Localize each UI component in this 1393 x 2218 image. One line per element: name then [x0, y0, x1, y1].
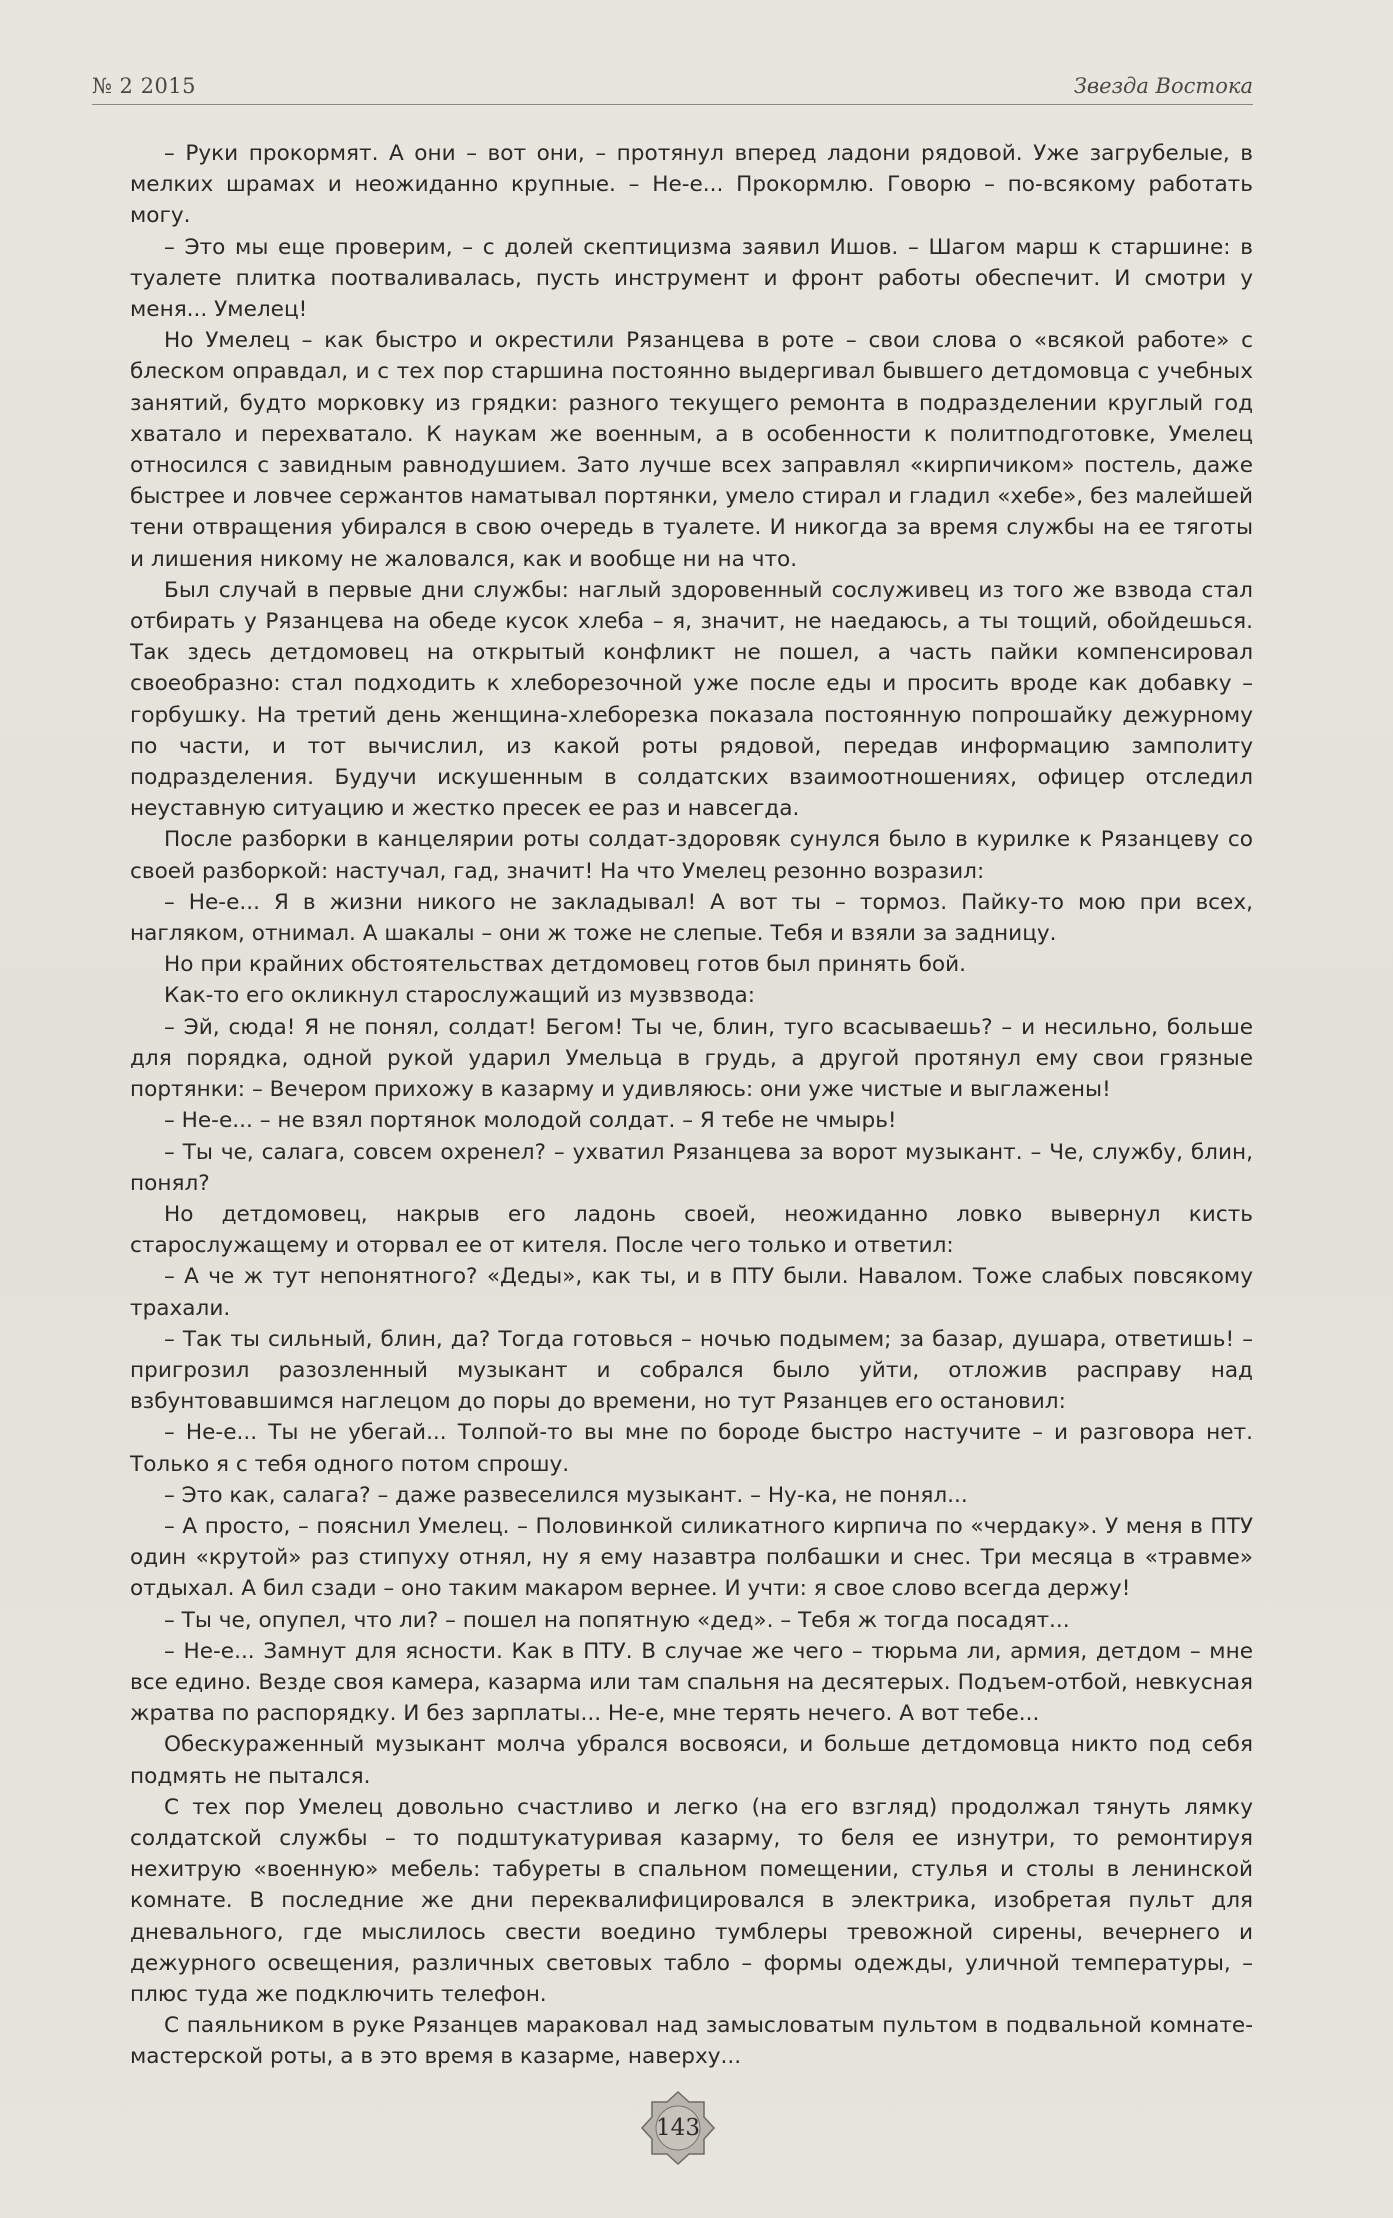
paragraph: – Не-е... Замнут для ясности. Как в ПТУ. В случае же чего – тюрьма ли, армия, детдом – мне все едино. Везде своя камера, казарма или там спальня на десятерых. Подъем-отбой, невкусная жратва по распорядку. И без зарплаты... Не-е, мне терять нечего. А вот тебе...	[130, 1638, 1253, 1727]
page-number: 143	[656, 2115, 700, 2141]
paragraph: – Не-е... Я в жизни никого не закладывал! А вот ты – тормоз. Пайку-то мою при всех, нагляком, отнимал. А шакалы – они ж тоже не слепые. Тебя и взяли за задницу.	[130, 889, 1253, 947]
running-header	[92, 74, 1253, 105]
paragraph: – Не-е... Ты не убегай... Толпой-то вы мне по бороде быстро настучите – и разговора нет. Только я с тебя одного потом спрошу.	[130, 1420, 1253, 1477]
paragraph: Был случай в первые дни службы: наглый здоровенный сослуживец из того же взвода стал отбирать у Рязанцева на обеде кусок хлеба – я, значит, не наедаюсь, а ты тощий, обойдешься. Так здесь детдомовец на открытый конфликт не пошел, а часть пайки компенсировал своеобразно: стал подходить к хлеборезочной уже после еды и просить вроде как добавку – горбушку. На третий день женщина-хлеборезка показала постоянную попрошайку дежурному по части, и тот вычислил, из какой роты рядовой, передав информацию замполиту подразделения. Будучи искушенным в солдатских взаимоотношениях, офицер отследил неуставную ситуацию и жестко пресек ее раз и навсегда.	[130, 577, 1253, 822]
paragraph: Но детдомовец, накрыв его ладонь своей, неожиданно ловко вывернул кисть старослужащему и оторвал ее от кителя. После чего только и ответил:	[130, 1201, 1253, 1259]
paragraph: – Ты че, салага, совсем охренел? – ухватил Рязанцева за ворот музыкант. – Че, службу, блин, понял?	[130, 1139, 1253, 1196]
paragraph: С тех пор Умелец довольно счастливо и легко (на его взгляд) продолжал тянуть лямку солдатской службы – то подштукатуривая казарму, то беля ее изнутри, то ремонтируя нехитрую «военную» мебель: табуреты в спальном помещении, стулья и столы в ленинской комнате. В последние же дни переквалифицировался в электрика, изобретая пульт для дневального, где мыслилось свести воедино тумблеры тревожной сирены, вечернего и дежурного освещения, различных световых табло – формы одежды, уличной температуры, – плюс туда же подключить телефон.	[130, 1794, 1253, 2007]
paragraph: С паяльником в руке Рязанцев мараковал над замысловатым пультом в подвальной комнате-мастерской роты, а в это время в казарме, наверху...	[130, 2013, 1253, 2070]
page-number-badge	[640, 2090, 716, 2166]
paragraph: – Ты че, опупел, что ли? – пошел на попятную «дед». – Тебя ж тогда посадят...	[164, 1607, 1070, 1633]
issue-number: № 2 2015	[92, 74, 197, 98]
paragraph: Как-то его окликнул старослужащий из музвзвода:	[164, 983, 755, 1009]
paragraph: – А че ж тут непонятного? «Деды», как ты, и в ПТУ были. Навалом. Тоже слабых повсякому трахали.	[130, 1264, 1253, 1321]
paragraph: После разборки в канцелярии роты солдат-здоровяк сунулся было в курилке к Рязанцеву со своей разборкой: настучал, гад, значит! На что Умелец резонно возразил:	[130, 827, 1253, 884]
paragraph: – Это как, салага? – даже развеселился музыкант. – Ну-ка, не понял...	[164, 1482, 968, 1508]
paragraph: – Руки прокормят. А они – вот они, – протянул вперед ладони рядовой. Уже загрубелые, в мелких шрамах и неожиданно крупные. – Не-е... Прокормлю. Говорю – по-всякому работать могу.	[130, 141, 1253, 229]
paragraph: – А просто, – пояснил Умелец. – Половинкой силикатного кирпича по «чердаку». У меня в ПТУ один «крутой» раз стипуху отнял, ну я ему назавтра полбашки и снес. Три месяца в «травме» отдыхал. А бил сзади – оно таким макаром вернее. И учти: я свое слово всегда держу!	[130, 1513, 1253, 1602]
paragraph: – Эй, сюда! Я не понял, солдат! Бегом! Ты че, блин, туго всасываешь? – и несильно, больше для порядка, одной рукой ударил Умельца в грудь, а другой протянул ему свои грязные портянки: – Вечером прихожу в казарму и удивляюсь: они уже чистые и выглажены!	[130, 1014, 1253, 1103]
paragraph: Но Умелец – как быстро и окрестили Рязанцева в роте – свои слова о «всякой работе» с блеском оправдал, и с тех пор старшина постоянно выдергивал бывшего детдомовца с учебных занятий, будто морковку из грядки: разного текущего ремонта в подразделении круглый год хватало и перехватало. К наукам же военным, а в особенности к политподготовке, Умелец относился с завидным равнодушием. Зато лучше всех заправлял «кирпичиком» постель, даже быстрее и ловчее сержантов наматывал портянки, умело стирал и гладил «хебе», без малейшей тени отвращения убирался в свою очередь в туалете. И никогда за время службы на ее тяготы и лишения никому не жаловался, как и вообще ни на что.	[130, 328, 1253, 572]
body-text	[130, 138, 1253, 2073]
paragraph: Но при крайних обстоятельствах детдомовец готов был принять бой.	[164, 952, 967, 978]
journal-title: Звезда Востока	[1073, 74, 1253, 98]
paragraph: – Это мы еще проверим, – с долей скептицизма заявил Ишов. – Шагом марш к старшине: в туалете плитка поотваливалась, пусть инструмент и фронт работы обеспечит. И смотри у меня... Умелец!	[130, 234, 1253, 323]
paragraph: – Так ты сильный, блин, да? Тогда готовься – ночью подымем; за базар, душара, ответишь! – пригрозил разозленный музыкант и собрался было уйти, отложив расправу над взбунтовавшимся наглецом до поры до времени, но тут Рязанцев его остановил:	[130, 1326, 1253, 1415]
paragraph: Обескураженный музыкант молча убрался восвояси, и больше детдомовца никто под себя подмять не пытался.	[130, 1732, 1253, 1789]
paragraph: – Не-е... – не взял портянок молодой солдат. – Я тебе не чмырь!	[164, 1108, 897, 1134]
